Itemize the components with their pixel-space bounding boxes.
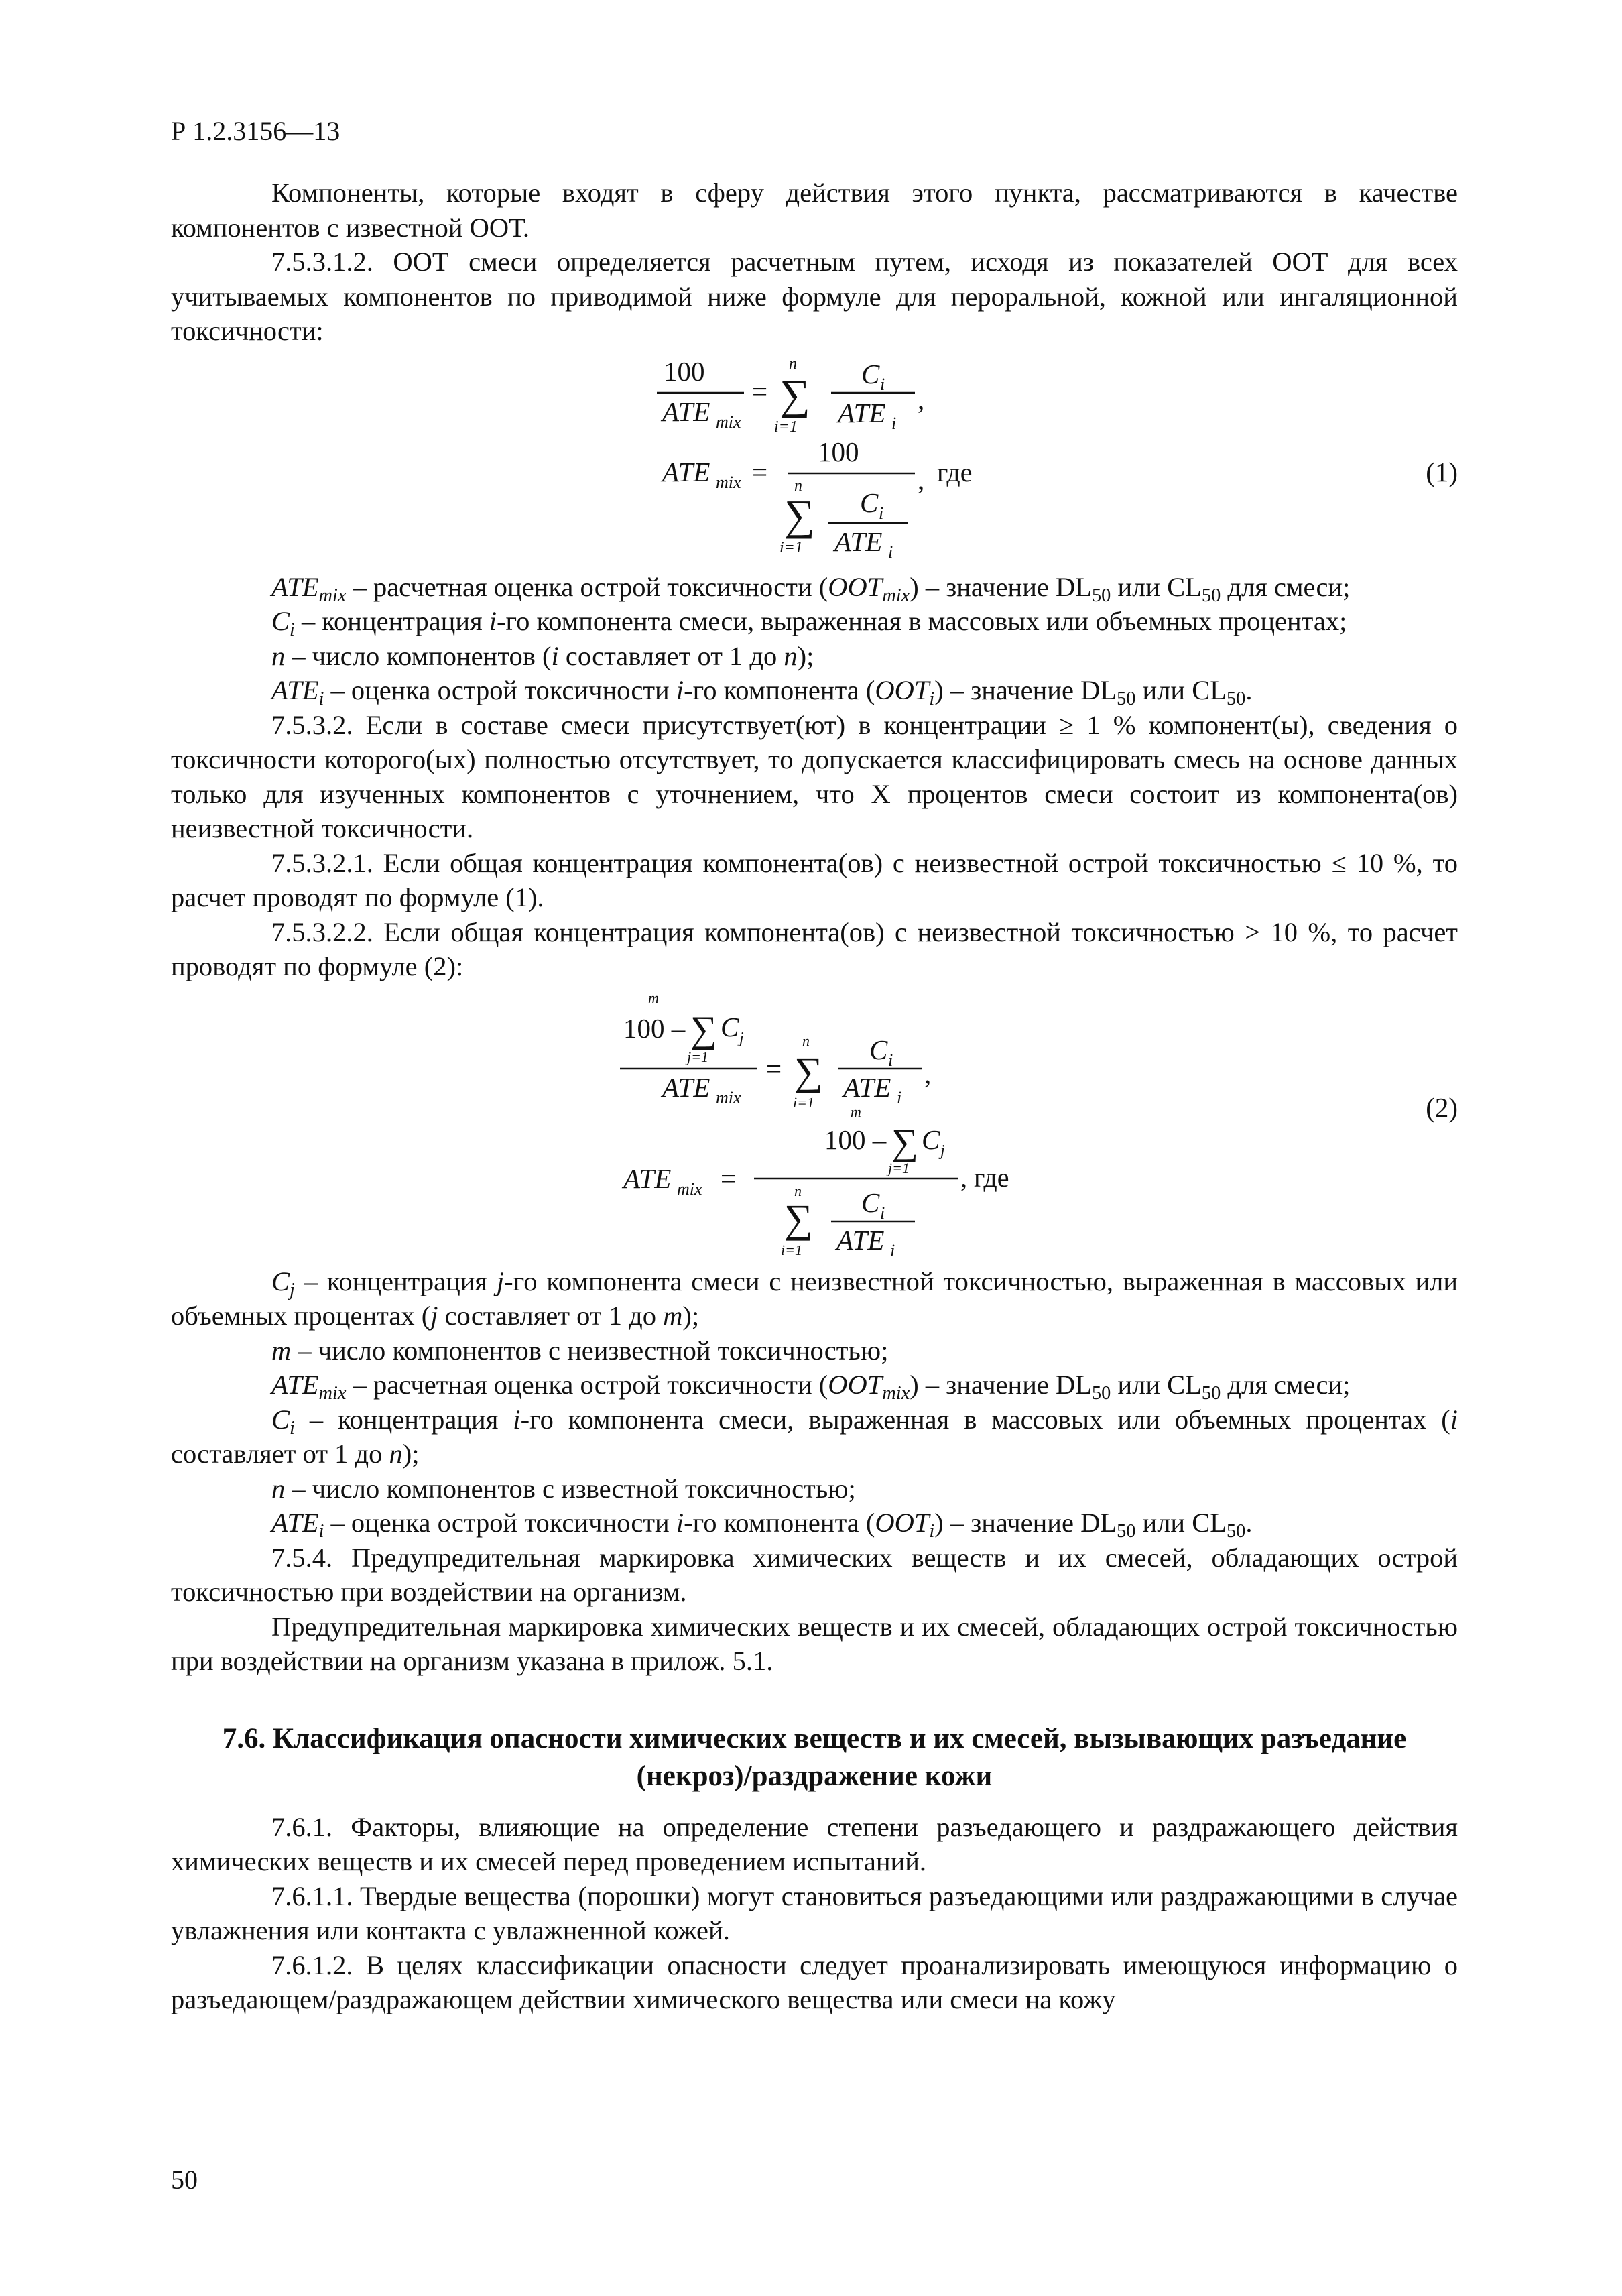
ci-sub: i [880,1203,885,1223]
paragraph: 7.5.3.2. Если в составе смеси присутствует(ют) в концентрации ≥ 1 % компонент(ы), сведения о токсичности которого(ых) полностью отсутствует, то допускается классифицировать смесь на основе данных только для изученных компонентов с уточнением, что X процентов смеси состоит из компонента(ов) неизвестной токсичности. [171,709,1458,843]
sum-bottom: i=1 [793,1093,814,1111]
page-number: 50 [171,2165,198,2195]
equals-sign: = [721,1162,737,1194]
cj-sub: j [940,1142,945,1160]
ci-letter: C [860,487,879,518]
definition-ci-2: $C_i$ – концентрация i-го компонента смеси, выраженная в массовых или объемных процентах (i составляет от 1 до n); [171,1404,1458,1469]
sum-symbol: ∑ [690,1008,717,1050]
ci-sub: i [880,374,885,394]
mix-sub: mix [677,1179,702,1199]
definition-ci: $C_i$ – концентрация i-го компонента смеси, выраженная в массовых или объемных процентах; [271,606,1347,640]
paragraph: 7.5.4. Предупредительная маркировка химических веществ и их смесей, обладающих острой токсичностью при воздействии на организм. [171,1542,1458,1607]
formula-1-hundred: 100 [664,355,705,387]
formula-1b-hundred: 100 [818,436,859,467]
definition-n: n – число компонентов (i составляет от 1 до n); [271,640,814,671]
paragraph: 7.5.3.1.2. ООТ смеси определяется расчетным путем, исходя из показателей ООТ для всех учитываемых компонентов по приводимой ниже формуле для пероральной, кожной или ингаляционной токсичности: [171,247,1458,346]
cj-letter: C [922,1124,940,1155]
ate-mix: ATE [623,1162,672,1194]
paragraph: 7.6.1. Факторы, влияющие на определение степени разъедающего и раздражающего действия химических веществ и их смесей перед проведением испытаний. [171,1811,1458,1876]
sum-top: n [789,355,797,373]
comma: , [918,383,925,415]
paragraph: 7.6.1.2. В целях классификации опасности следует проанализировать имеющуюся информацию о разъедающем/раздражающем действии химического вещества или смеси на кожу [171,1949,1458,2014]
comma: , [924,1058,932,1089]
formula-2 [171,989,1458,1258]
ci-sub: i [888,1050,893,1070]
paragraph: Предупредительная маркировка химических веществ и их смесей, обладающих острой токсичностью при воздействии на организм указана в прилож. 5.1. [171,1611,1458,1676]
formula-1-ate: ATE [662,396,710,427]
ate-i: ATE [838,397,886,428]
formula-1b-ate: ATE [662,456,710,487]
section-heading: 7.6. Классификация опасности химических веществ и их смесей, вызывающих разъедание (некроз)/раздражение кожи [222,1722,1407,1792]
sum-top: m [851,1103,861,1120]
sum-symbol: ∑ [779,370,810,418]
ci-letter: C [861,358,880,389]
sum-top: n [802,1032,810,1049]
formula-2-number: (2) [1426,1091,1458,1123]
paragraph: 7.5.3.2.2. Если общая концентрация компонента(ов) с неизвестной токсичностью > 10 %, то расчет проводят по формуле (2): [171,916,1458,981]
formula-1-where: где [937,457,973,487]
equals-sign: = [752,375,768,407]
formula-1-graphic [171,354,1458,563]
definition-cj: $C_j$ – концентрация j-го компонента смеси с неизвестной токсичностью, выраженная в массовых или объемных процентах (j составляет от 1 до m); [171,1266,1458,1331]
paragraph: 7.6.1.1. Твердые вещества (порошки) могут становиться разъедающими или раздражающими в случае увлажнения или контакта с увлажненной кожей. [171,1880,1458,1945]
ate-i-sub: i [888,542,893,562]
ate-i: ATE [836,1224,885,1256]
ci-letter: C [861,1187,880,1218]
document-number: Р 1.2.3156—13 [171,116,340,146]
sum-top: m [648,989,659,1006]
ate-i: ATE [834,526,883,557]
equals-sign: = [752,456,768,487]
sum-bottom: i=1 [774,418,798,436]
formula-1-mix-sub: mix [716,412,741,432]
hundred-minus: 100 – [623,1012,686,1044]
hundred-minus: 100 – [824,1124,887,1155]
definition-ate-mix: $ATE_{mix}$ – расчетная оценка острой токсичности $(ООТ_{mix})$ – значение $DL_{50}$ или $CL_{50}$ для смеси; [271,571,1351,606]
cj-sub: j [739,1029,744,1047]
ate-mix: ATE [662,1071,710,1103]
formula-1b-mix-sub: mix [716,472,741,492]
sum-symbol: ∑ [784,491,815,539]
comma: , [918,464,925,495]
definition-ate-i-2: $ATE_i$ – оценка острой токсичности i-го компонента $(ООТ_i)$ – значение $DL_{50}$ или $CL_{50}$. [271,1508,1253,1542]
sum-bottom: j=1 [687,1048,708,1065]
formula-2-where: , где [960,1162,1009,1193]
mix-sub: mix [716,1087,741,1107]
ate-i-sub: i [891,413,897,433]
ate-i-sub: i [897,1087,902,1107]
sum-symbol: ∑ [784,1196,813,1241]
sum-symbol: ∑ [794,1048,823,1093]
ci-letter: C [869,1034,888,1065]
sum-top: n [794,477,802,495]
ate-i: ATE [843,1071,891,1103]
formula-1-number: (1) [1426,456,1458,487]
ate-i-sub: i [890,1240,895,1258]
definition-n-2: n – число компонентов с известной токсичностью; [271,1473,856,1504]
definition-ate-mix-2: $ATE_{mix}$ – расчетная оценка острой токсичности $(ООТ_{mix})$ – значение $DL_{50}$ или $CL_{50}$ для смеси; [271,1370,1351,1404]
paragraph: 7.5.3.2.1. Если общая концентрация компонента(ов) с неизвестной острой токсичностью ≤ 10 %, то расчет проводят по формуле (1). [171,847,1458,912]
page-content [171,176,1458,2017]
sum-bottom: i=1 [779,538,803,556]
sum-bottom: i=1 [781,1241,802,1258]
sum-symbol: ∑ [891,1121,918,1163]
formula-2-graphic [171,989,1458,1258]
paragraph: Компоненты, которые входят в сферу действия этого пункта, рассматриваются в качестве компонентов с известной ООТ. [171,178,1458,243]
definition-m: m – число компонентов с неизвестной токсичностью; [271,1335,889,1366]
ci-sub: i [879,503,884,523]
formula-1 [171,354,1458,563]
cj-letter: C [721,1011,739,1042]
sum-top: n [794,1182,802,1199]
sum-bottom: j=1 [888,1159,910,1176]
equals-sign: = [766,1052,782,1084]
definition-ate-i: $ATE_i$ – оценка острой токсичности i-го компонента $(ООТ_i)$ – значение $DL_{50}$ или $CL_{50}$. [271,675,1253,709]
